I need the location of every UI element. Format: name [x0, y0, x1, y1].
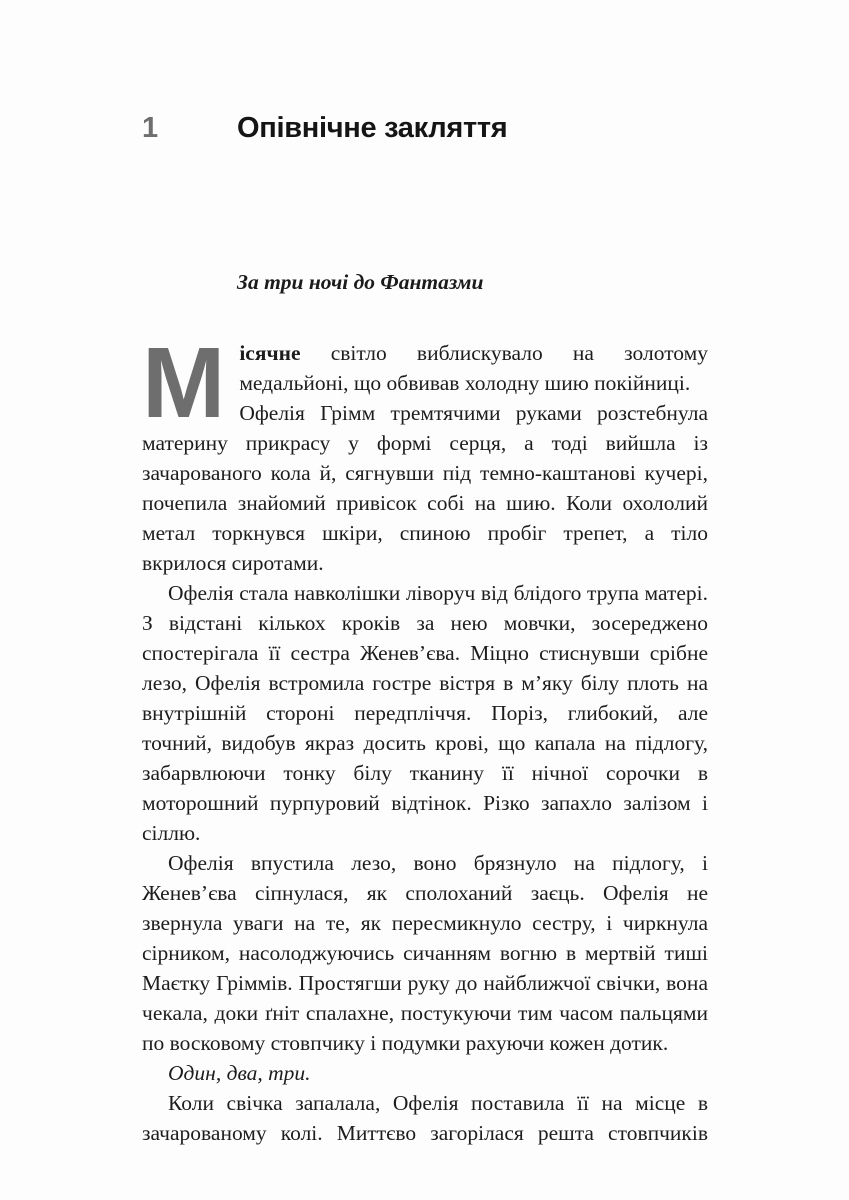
opening-paragraph-text: світло виблискувало на золотому медальйоні, що обвивав холодну шию покійниці.: [239, 341, 708, 395]
counting-line: Один, два, три.: [168, 1061, 311, 1085]
paragraph: Коли свічка запалала, Офелія поставила її на місце в зачарованому колі. Миттєво загорілася решта стовпчиків: [142, 1091, 708, 1145]
paragraph: Офелія Грімм тремтячими руками розстебнула материну прикрасу у формі серця, а тоді вийшла із зачарованого кола й, сягнувши під темно-каштанові кучері, почепила знайомий привісок собі на шию. Коли охололий метал торкнувся шкіри, спиною пробіг трепет, а тіло вкрилося сиротами.: [142, 401, 708, 575]
chapter-number: 1: [142, 112, 158, 144]
paragraph: Офелія стала навколішки ліворуч від блідого трупа матері. З відстані кількох кроків за нею мовчки, зосереджено спостерігала її сестра Женев’єва. Міцно стиснувши срібне лезо, Офелія встромила гостре вістря в м’яку білу плоть на внутрішній стороні передпліччя. Поріз, глибокий, але точний, видобув якраз досить крові, що капала на підлогу, забарвлюючи тонку білу тканину її нічної сорочки в моторошний пурпуровий відтінок. Різко запахло залізом і сіллю.: [142, 581, 708, 845]
body-text: [142, 327, 708, 1148]
lead-word: ісячне: [239, 341, 301, 365]
paragraph: Офелія впустила лезо, воно брязнуло на підлогу, і Женев’єва сіпнулася, як сполоханий заєць. Офелія не звернула уваги на те, як пересмикнуло сестру, і чиркнула сірником, насолоджуючись сичанням вогню в мертвій тиші Маєтку Гріммів. Простягши руку до найближчої свічки, вона чекала, доки ґніт спалахне, постукуючи тим часом пальцями по восковому стовпчику і подумки рахуючи кожен дотик.: [142, 851, 708, 1055]
opening-paragraph: [142, 327, 708, 439]
chapter-header: [142, 112, 507, 144]
drop-cap: М: [142, 327, 226, 439]
chapter-title: Опівнічне закляття: [237, 112, 508, 144]
epigraph: За три ночі до Фантазми: [237, 270, 484, 294]
